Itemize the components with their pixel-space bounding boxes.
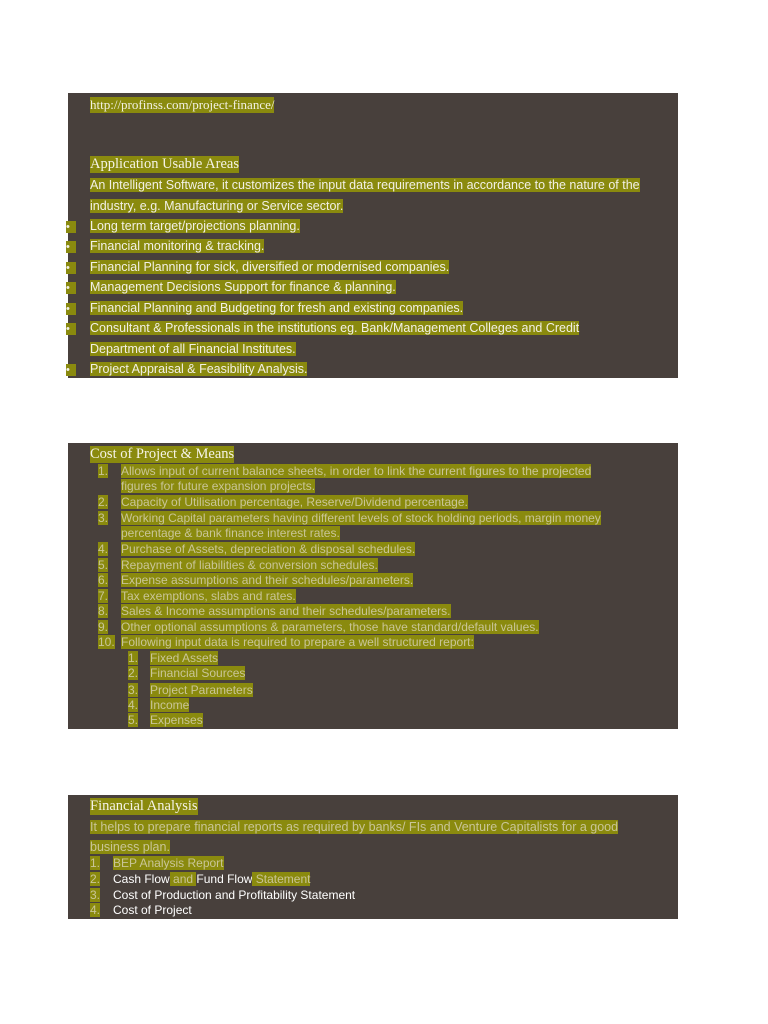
list-item: Expense assumptions and their schedules/parameters. — [121, 573, 414, 587]
sublist-item: Fixed Assets — [150, 651, 219, 665]
intro-text: business plan. — [90, 840, 170, 854]
list-number: 1. — [90, 856, 101, 870]
list-item: Project Appraisal & Feasibility Analysis. — [90, 362, 308, 376]
list-item: Repayment of liabilities & conversion schedules. — [121, 558, 378, 572]
list-item: percentage & bank finance interest rates. — [121, 526, 340, 540]
list-number: 4. — [90, 903, 101, 917]
application-areas-panel — [68, 93, 678, 378]
sublist-number: 2. — [128, 666, 139, 680]
list-item: figures for future expansion projects. — [121, 479, 316, 493]
source-url-link[interactable]: http://profinss.com/project-finance/ — [90, 97, 275, 112]
sublist-item: Project Parameters — [150, 683, 253, 697]
bullet-icon: • — [66, 323, 76, 335]
list-number: 8. — [98, 604, 109, 618]
intro-text: An Intelligent Software, it customizes the input data requirements in accordance to the nature of the — [90, 178, 640, 192]
list-item-part: Statement — [252, 872, 311, 886]
sublist-number: 3. — [128, 683, 139, 697]
list-item: Cost of Project — [113, 903, 192, 917]
list-item: BEP Analysis Report — [113, 856, 224, 870]
list-item: Financial monitoring & tracking. — [90, 239, 265, 253]
list-number: 5. — [98, 558, 109, 572]
intro-text: industry, e.g. Manufacturing or Service sector. — [90, 199, 344, 213]
list-item: Following input data is required to prepare a well structured report: — [121, 635, 474, 649]
list-number: 3. — [90, 888, 101, 902]
list-number: 2. — [90, 872, 101, 886]
financial-analysis-panel — [68, 795, 678, 919]
sublist-item: Financial Sources — [150, 666, 246, 680]
list-number: 9. — [98, 620, 109, 634]
list-item: Financial Planning and Budgeting for fresh and existing companies. — [90, 301, 464, 315]
bullet-icon: • — [66, 282, 76, 294]
list-item: Cost of Production and Profitability Statement — [113, 888, 356, 902]
list-item-part: Cash Flow — [113, 872, 170, 886]
list-number: 10. — [98, 635, 115, 649]
list-item: Department of all Financial Institutes. — [90, 342, 296, 356]
sublist-item: Expenses — [150, 713, 203, 727]
list-number: 2. — [98, 495, 109, 509]
bullet-icon: • — [66, 364, 76, 376]
list-number: 1. — [98, 464, 109, 478]
list-item-part: and — [169, 872, 197, 886]
bullet-icon: • — [66, 241, 76, 253]
list-item: Allows input of current balance sheets, in order to link the current figures to the projected — [121, 464, 592, 478]
cost-of-project-panel — [68, 443, 678, 729]
list-item: Tax exemptions, slabs and rates. — [121, 589, 296, 603]
sublist-number: 1. — [128, 651, 139, 665]
list-item — [113, 872, 310, 886]
bullet-icon: • — [66, 262, 76, 274]
sublist-number: 4. — [128, 698, 139, 712]
list-item: Long term target/projections planning. — [90, 219, 300, 233]
section-heading: Cost of Project & Means — [90, 446, 235, 462]
bullet-icon: • — [66, 303, 76, 315]
intro-text: It helps to prepare financial reports as required by banks/ FIs and Venture Capitalists for a good — [90, 820, 619, 834]
list-number: 7. — [98, 589, 109, 603]
sublist-number: 5. — [128, 713, 139, 727]
list-item: Purchase of Assets, depreciation & disposal schedules. — [121, 542, 416, 556]
list-item: Working Capital parameters having different levels of stock holding periods, margin money — [121, 511, 601, 525]
list-number: 6. — [98, 573, 109, 587]
list-item: Management Decisions Support for finance & planning. — [90, 280, 396, 294]
list-item: Financial Planning for sick, diversified or modernised companies. — [90, 260, 450, 274]
list-item: Sales & Income assumptions and their schedules/parameters. — [121, 604, 451, 618]
bullet-icon: • — [66, 221, 76, 233]
list-item: Consultant & Professionals in the institutions eg. Bank/Management Colleges and Credit — [90, 321, 580, 335]
list-number: 4. — [98, 542, 109, 556]
list-number: 3. — [98, 511, 109, 525]
section-heading: Financial Analysis — [90, 798, 198, 814]
list-item-part: Fund Flow — [196, 872, 253, 886]
list-item: Other optional assumptions & parameters, those have standard/default values. — [121, 620, 539, 634]
section-heading: Application Usable Areas — [90, 156, 239, 172]
sublist-item: Income — [150, 698, 190, 712]
list-item: Capacity of Utilisation percentage, Reserve/Dividend percentage. — [121, 495, 468, 509]
